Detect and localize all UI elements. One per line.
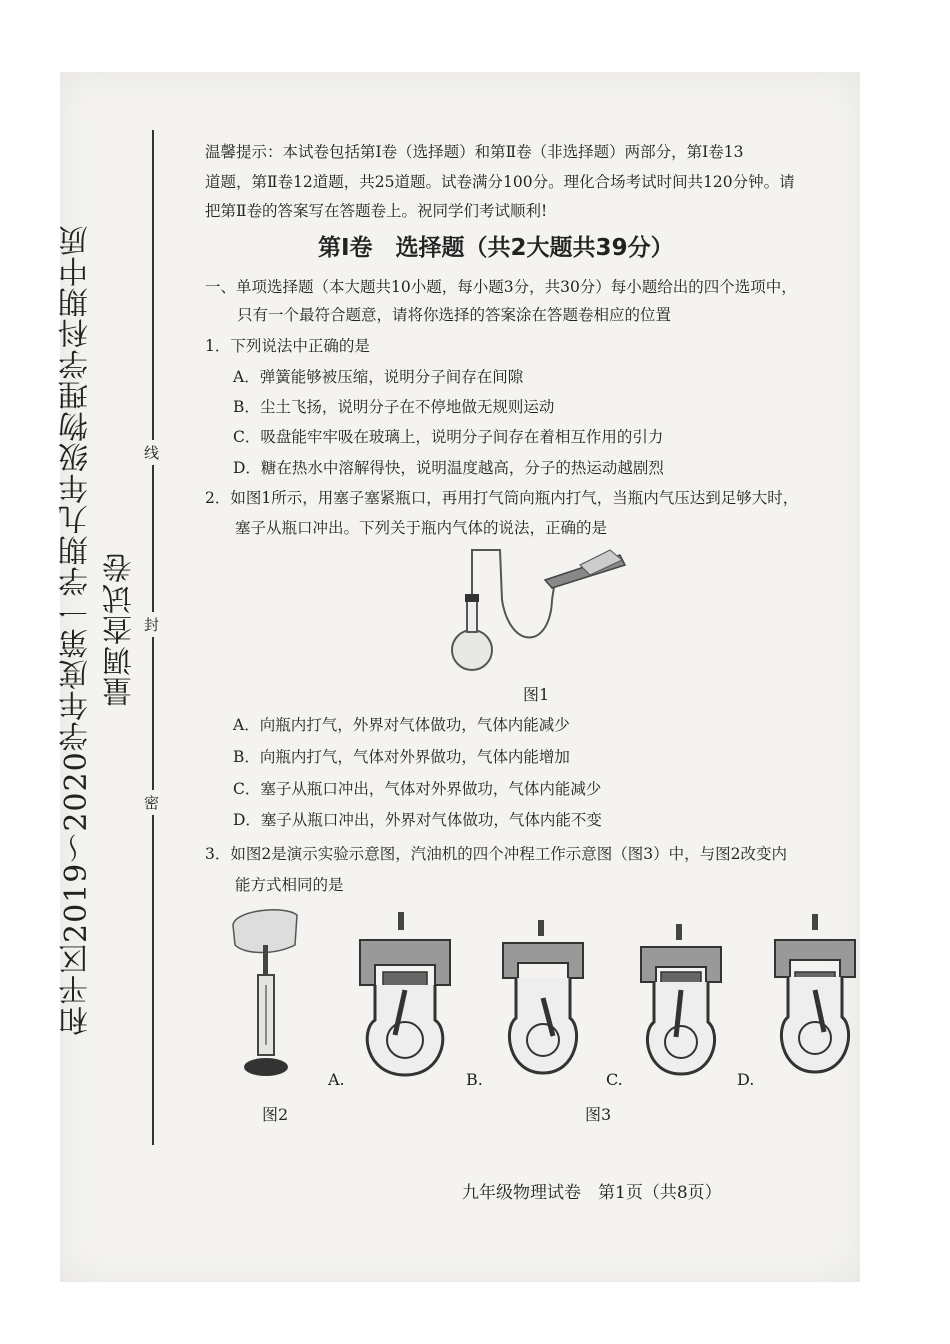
engine-stroke-b [498,918,588,1078]
q3-stem-2: 能方式相同的是 [235,876,344,894]
figure-3-caption: 图3 [585,1105,612,1124]
part1-heading: 一、单项选择题（本大题共10小题，每小题3分，共30分）每小题给出的四个选项中， [205,278,797,296]
binding-char-seal: 封 [144,612,159,637]
notice-line-3: 把第Ⅱ卷的答案写在答题卷上。祝同学们考试顺利! [205,202,548,220]
engine-label-a: A. [328,1070,345,1089]
figure-2-syringe [225,905,305,1085]
engine-label-c: C. [606,1070,623,1089]
q3-stem-1: 3．如图2是演示实验示意图，汽油机的四个冲程工作示意图（图3）中，与图2改变内 [205,845,787,863]
binding-line [152,130,154,1145]
part1-instruction: 只有一个最符合题意，请将你选择的答案涂在答题卷相应的位置 [237,306,672,324]
q1-option-b: B．尘土飞扬，说明分子在不停地做无规则运动 [233,398,555,416]
q2-option-a: A．向瓶内打气，外界对气体做功，气体内能减少 [233,716,570,734]
q1-option-a: A．弹簧能够被压缩，说明分子间存在间隙 [233,368,524,386]
q2-option-d: D．塞子从瓶口冲出，外界对气体做功，气体内能不变 [233,811,602,829]
engine-stroke-c [636,922,726,1080]
figure-1-flask-pump [440,540,630,680]
notice-line-1: 温馨提示：本试卷包括第Ⅰ卷（选择题）和第Ⅱ卷（非选择题）两部分，第Ⅰ卷13 [205,143,744,161]
engine-label-b: B. [466,1070,483,1089]
q2-stem-1: 2．如图1所示，用塞子塞紧瓶口，再用打气筒向瓶内打气，当瓶内气压达到足够大时， [205,489,799,507]
engine-stroke-d [772,912,858,1078]
binding-char-secret: 密 [144,790,159,815]
page-footer: 九年级物理试卷 第1页（共8页） [462,1183,722,1203]
engine-stroke-a [355,910,455,1080]
figure-1-caption: 图1 [523,685,550,704]
notice-line-2: 道题，第Ⅱ卷12道题，共25道题。试卷满分100分。理化合场考试时间共120分钟。请 [205,173,795,191]
q1-option-d: D．糖在热水中溶解得快，说明温度越高，分子的热运动越剧烈 [233,459,664,477]
q1-option-c: C．吸盘能牢牢吸在玻璃上，说明分子间存在着相互作用的引力 [233,428,664,446]
q2-option-c: C．塞子从瓶口冲出，气体对外界做功，气体内能减少 [233,780,602,798]
q2-stem-2: 塞子从瓶口冲出。下列关于瓶内气体的说法，正确的是 [235,519,608,537]
q2-option-b: B．向瓶内打气，气体对外界做功，气体内能增加 [233,748,570,766]
engine-label-d: D. [737,1070,755,1089]
section-title: 第Ⅰ卷 选择题（共2大题共39分） [318,235,674,261]
side-title: 和平区2019～2020学年度第一学期九年级物理学科期中质量调查试卷 [59,224,138,1036]
binding-char-line: 线 [144,440,159,465]
q1-stem: 1．下列说法中正确的是 [205,337,370,355]
figure-2-caption: 图2 [262,1105,289,1124]
